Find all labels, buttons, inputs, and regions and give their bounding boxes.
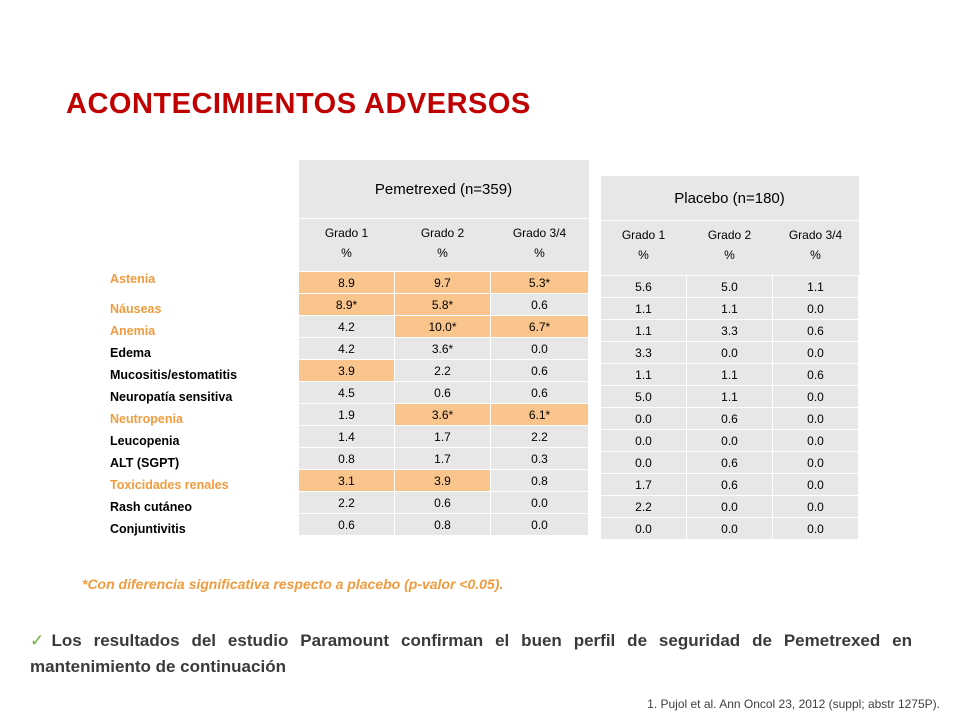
value-cell: 1.7 bbox=[395, 448, 491, 470]
unit-label: % bbox=[534, 246, 545, 260]
table-row bbox=[601, 342, 859, 364]
value-cell: 3.9 bbox=[299, 360, 395, 382]
value-cell: 3.6* bbox=[395, 404, 491, 426]
grade-label: Grado 2 bbox=[707, 228, 752, 242]
value-cell: 1.7 bbox=[395, 426, 491, 448]
value-cell: 3.1 bbox=[299, 470, 395, 492]
value-cell: 1.4 bbox=[299, 426, 395, 448]
pemetrexed-header: Pemetrexed (n=359) bbox=[299, 160, 589, 219]
unit-label: % bbox=[810, 248, 821, 262]
value-cell: 1.1 bbox=[601, 298, 687, 320]
value-cell: 3.9 bbox=[395, 470, 491, 492]
value-cell: 0.0 bbox=[491, 338, 589, 360]
table-row bbox=[299, 404, 589, 426]
value-cell: 0.0 bbox=[773, 408, 859, 430]
value-cell: 0.0 bbox=[773, 386, 859, 408]
value-cell: 0.0 bbox=[687, 496, 773, 518]
pemetrexed-grade-header bbox=[299, 219, 589, 272]
value-cell: 1.1 bbox=[601, 320, 687, 342]
table-row bbox=[601, 320, 859, 342]
table-row bbox=[299, 448, 589, 470]
table-row bbox=[601, 364, 859, 386]
value-cell: 8.9 bbox=[299, 272, 395, 294]
value-cell: 0.6 bbox=[687, 452, 773, 474]
value-cell: 0.0 bbox=[773, 474, 859, 496]
value-cell: 8.9* bbox=[299, 294, 395, 316]
value-cell: 2.2 bbox=[601, 496, 687, 518]
value-cell: 0.6 bbox=[687, 408, 773, 430]
value-cell: 0.0 bbox=[773, 430, 859, 452]
value-cell: 10.0* bbox=[395, 316, 491, 338]
value-cell: 5.3* bbox=[491, 272, 589, 294]
value-cell: 1.1 bbox=[687, 298, 773, 320]
unit-label: % bbox=[341, 246, 352, 260]
grade-column-header bbox=[299, 219, 395, 272]
grade-column-header bbox=[491, 219, 589, 272]
value-cell: 5.0 bbox=[601, 386, 687, 408]
grade-label: Grado 2 bbox=[420, 226, 465, 240]
table-row bbox=[299, 514, 589, 536]
table-row bbox=[299, 470, 589, 492]
table-row bbox=[299, 492, 589, 514]
table-row bbox=[299, 382, 589, 404]
value-cell: 0.0 bbox=[601, 518, 687, 540]
event-label: Toxicidades renales bbox=[110, 478, 229, 492]
placebo-header: Placebo (n=180) bbox=[601, 176, 859, 221]
value-cell: 2.2 bbox=[491, 426, 589, 448]
conclusion-body: Los resultados del estudio Paramount confirman el buen perfil de seguridad de Pemetrexed en mantenimiento de continuación bbox=[30, 631, 912, 676]
value-cell: 1.7 bbox=[601, 474, 687, 496]
value-cell: 4.2 bbox=[299, 338, 395, 360]
table-row bbox=[299, 338, 589, 360]
event-label: Rash cutáneo bbox=[110, 500, 192, 514]
value-cell: 0.6 bbox=[491, 382, 589, 404]
value-cell: 0.0 bbox=[687, 430, 773, 452]
table-row bbox=[601, 408, 859, 430]
event-label: Neutropenia bbox=[110, 412, 183, 426]
value-cell: 9.7 bbox=[395, 272, 491, 294]
table-row bbox=[299, 316, 589, 338]
table-row bbox=[299, 272, 589, 294]
pemetrexed-body bbox=[299, 272, 589, 536]
pemetrexed-table bbox=[298, 160, 589, 536]
value-cell: 0.0 bbox=[687, 518, 773, 540]
value-cell: 0.0 bbox=[601, 430, 687, 452]
value-cell: 0.6 bbox=[687, 474, 773, 496]
value-cell: 1.1 bbox=[687, 364, 773, 386]
value-cell: 5.6 bbox=[601, 276, 687, 298]
grade-column-header bbox=[601, 221, 687, 276]
value-cell: 3.3 bbox=[601, 342, 687, 364]
value-cell: 0.6 bbox=[395, 492, 491, 514]
value-cell: 5.0 bbox=[687, 276, 773, 298]
event-label: ALT (SGPT) bbox=[110, 456, 180, 470]
table-row bbox=[601, 452, 859, 474]
grade-column-header bbox=[395, 219, 491, 272]
value-cell: 1.1 bbox=[773, 276, 859, 298]
value-cell: 0.0 bbox=[601, 408, 687, 430]
unit-label: % bbox=[437, 246, 448, 260]
value-cell: 5.8* bbox=[395, 294, 491, 316]
event-label: Leucopenia bbox=[110, 434, 180, 448]
value-cell: 0.0 bbox=[491, 514, 589, 536]
value-cell: 0.0 bbox=[773, 496, 859, 518]
event-label: Náuseas bbox=[110, 302, 162, 316]
table-row bbox=[601, 518, 859, 540]
value-cell: 4.5 bbox=[299, 382, 395, 404]
significance-footnote: *Con diferencia significativa respecto a placebo (p-valor <0.05). bbox=[82, 576, 504, 592]
event-label: Conjuntivitis bbox=[110, 522, 186, 536]
value-cell: 0.0 bbox=[773, 298, 859, 320]
conclusion-text bbox=[30, 628, 912, 680]
value-cell: 2.2 bbox=[395, 360, 491, 382]
value-cell: 6.1* bbox=[491, 404, 589, 426]
grade-label: Grado 3/4 bbox=[788, 228, 843, 242]
table-row bbox=[601, 386, 859, 408]
value-cell: 0.0 bbox=[773, 518, 859, 540]
value-cell: 1.9 bbox=[299, 404, 395, 426]
table-row bbox=[601, 474, 859, 496]
grade-column-header bbox=[773, 221, 859, 276]
value-cell: 3.6* bbox=[395, 338, 491, 360]
grade-label: Grado 3/4 bbox=[512, 226, 567, 240]
placebo-body bbox=[601, 276, 859, 540]
checkmark-icon: ✓ bbox=[30, 631, 52, 650]
table-row bbox=[601, 430, 859, 452]
value-cell: 0.0 bbox=[687, 342, 773, 364]
value-cell: 0.0 bbox=[601, 452, 687, 474]
value-cell: 0.8 bbox=[491, 470, 589, 492]
placebo-table bbox=[600, 176, 859, 540]
value-cell: 0.6 bbox=[773, 320, 859, 342]
value-cell: 0.0 bbox=[773, 342, 859, 364]
unit-label: % bbox=[724, 248, 735, 262]
value-cell: 0.8 bbox=[299, 448, 395, 470]
table-row bbox=[601, 298, 859, 320]
value-cell: 0.6 bbox=[299, 514, 395, 536]
unit-label: % bbox=[638, 248, 649, 262]
reference-citation: 1. Pujol et al. Ann Oncol 23, 2012 (suppl; abstr 1275P). bbox=[647, 697, 940, 711]
value-cell: 6.7* bbox=[491, 316, 589, 338]
value-cell: 3.3 bbox=[687, 320, 773, 342]
table-row bbox=[299, 426, 589, 448]
value-cell: 1.1 bbox=[601, 364, 687, 386]
event-label: Neuropatía sensitiva bbox=[110, 390, 233, 404]
table-row bbox=[601, 496, 859, 518]
event-label: Edema bbox=[110, 346, 151, 360]
value-cell: 2.2 bbox=[299, 492, 395, 514]
table-row bbox=[601, 276, 859, 298]
grade-column-header bbox=[687, 221, 773, 276]
placebo-grade-header bbox=[601, 221, 859, 276]
value-cell: 4.2 bbox=[299, 316, 395, 338]
value-cell: 0.3 bbox=[491, 448, 589, 470]
grade-label: Grado 1 bbox=[324, 226, 369, 240]
value-cell: 0.6 bbox=[491, 294, 589, 316]
value-cell: 0.0 bbox=[491, 492, 589, 514]
grade-label: Grado 1 bbox=[621, 228, 666, 242]
event-label: Anemia bbox=[110, 324, 156, 338]
event-label: Astenia bbox=[110, 272, 156, 286]
table-row bbox=[299, 360, 589, 382]
event-label: Mucositis/estomatitis bbox=[110, 368, 238, 382]
value-cell: 0.0 bbox=[773, 452, 859, 474]
value-cell: 1.1 bbox=[687, 386, 773, 408]
value-cell: 0.8 bbox=[395, 514, 491, 536]
value-cell: 0.6 bbox=[773, 364, 859, 386]
value-cell: 0.6 bbox=[395, 382, 491, 404]
table-row bbox=[299, 294, 589, 316]
page-title: ACONTECIMIENTOS ADVERSOS bbox=[66, 88, 531, 120]
value-cell: 0.6 bbox=[491, 360, 589, 382]
